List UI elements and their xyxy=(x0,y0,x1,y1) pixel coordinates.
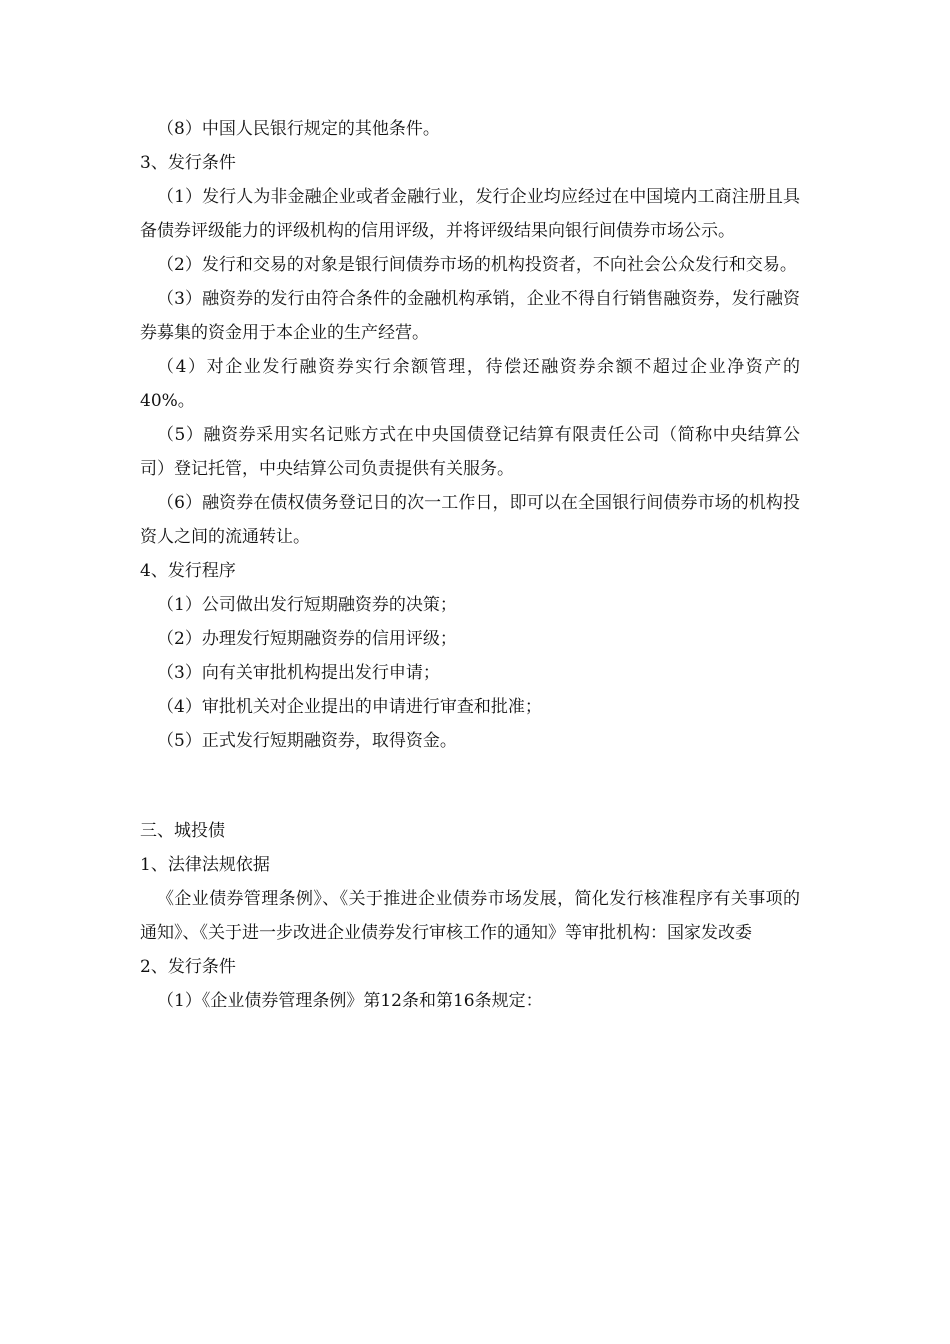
condition-2: （2）发行和交易的对象是银行间债券市场的机构投资者，不向社会公众发行和交易。 xyxy=(157,255,797,275)
heading-legal-basis: 1、法律法规依据 xyxy=(140,855,270,875)
document-body xyxy=(140,112,800,1018)
procedure-4: （4）审批机关对企业提出的申请进行审查和批准； xyxy=(157,697,542,717)
condition-4: （4）对企业发行融资券实行余额管理，待偿还融资券余额不超过企业净资产的40%。 xyxy=(140,357,800,411)
procedure-1: （1）公司做出发行短期融资券的决策； xyxy=(157,595,457,615)
condition-3: （3）融资券的发行由符合条件的金融机构承销，企业不得自行销售融资券，发行融资券募集的资金用于本企业的生产经营。 xyxy=(140,289,800,343)
heading-issuance-conditions-2: 2、发行条件 xyxy=(140,957,236,977)
condition-regulation-1: （1）《企业债券管理条例》第12条和第16条规定： xyxy=(157,991,543,1011)
legal-basis-text: 《企业债券管理条例》、《关于推进企业债券市场发展，简化发行核准程序有关事项的通知》、《关于进一步改进企业债券发行审核工作的通知》等审批机构：国家发改委 xyxy=(140,889,800,943)
condition-1: （1）发行人为非金融企业或者金融行业，发行企业均应经过在中国境内工商注册且具备债券评级能力的评级机构的信用评级，并将评级结果向银行间债券市场公示。 xyxy=(140,187,800,241)
heading-issuance-procedure: 4、发行程序 xyxy=(140,561,236,581)
heading-issuance-conditions: 3、发行条件 xyxy=(140,153,236,173)
procedure-2: （2）办理发行短期融资券的信用评级； xyxy=(157,629,457,649)
paragraph-item-8: （8）中国人民银行规定的其他条件。 xyxy=(157,119,440,139)
section-spacer xyxy=(140,758,800,814)
procedure-3: （3）向有关审批机构提出发行申请； xyxy=(157,663,440,683)
procedure-5: （5）正式发行短期融资券，取得资金。 xyxy=(157,731,457,751)
section-title-chengtou-bonds: 三、城投债 xyxy=(140,821,225,841)
condition-6: （6）融资券在债权债务登记日的次一工作日，即可以在全国银行间债券市场的机构投资人之间的流通转让。 xyxy=(140,493,800,547)
condition-5: （5）融资券采用实名记账方式在中央国债登记结算有限责任公司（简称中央结算公司）登记托管，中央结算公司负责提供有关服务。 xyxy=(140,425,800,479)
